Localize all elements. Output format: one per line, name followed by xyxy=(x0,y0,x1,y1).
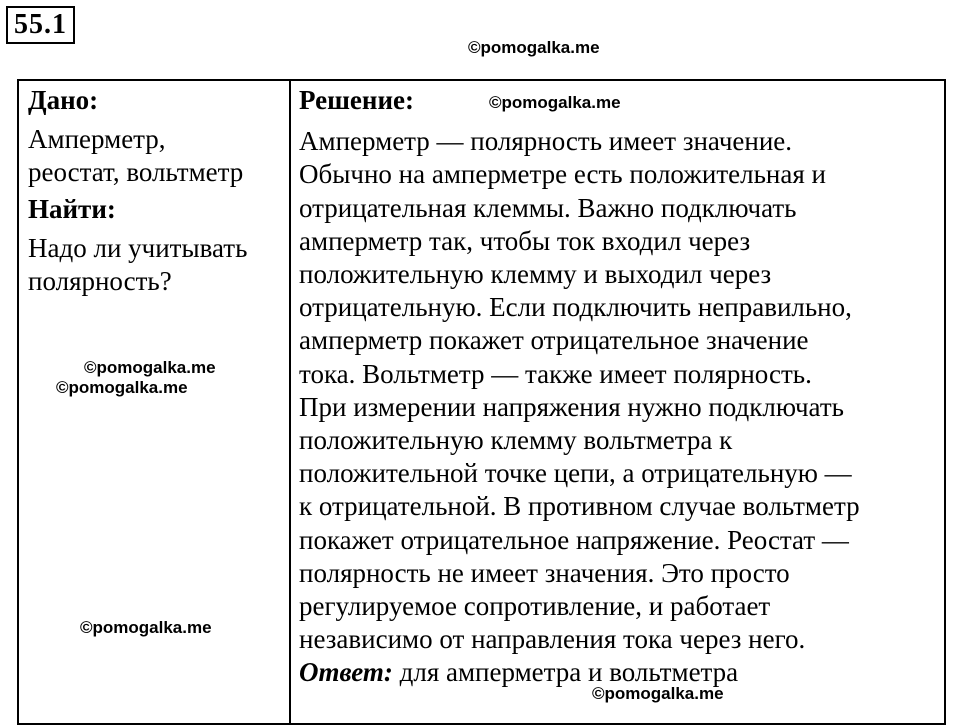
solution-line: регулируемое сопротивление, и работает xyxy=(299,591,771,622)
solution-line: тока. Вольтметр — также имеет полярность. xyxy=(299,358,812,389)
solution-line: отрицательную. Если подключить неправильно, xyxy=(299,292,852,323)
solution-line: полярность не имеет значения. Это просто xyxy=(299,557,790,588)
solution-line: положительную клемму и выходил через xyxy=(299,259,772,290)
given-line: реостат, вольтметр xyxy=(28,157,244,187)
solution-line: Обычно на амперметре есть положительная и xyxy=(299,159,826,190)
watermark-left-3: ©pomogalka.me xyxy=(80,618,212,637)
solution-line: положительной точке цепи, а отрицательную — xyxy=(299,458,852,489)
problem-number: 55.1 xyxy=(6,6,75,44)
watermark-left-2: ©pomogalka.me xyxy=(56,378,188,397)
watermark-right-bottom: ©pomogalka.me xyxy=(592,684,724,703)
find-line: Надо ли учитывать xyxy=(28,233,248,263)
solution-line: независимо от направления тока через него. xyxy=(299,624,806,655)
column-divider xyxy=(289,79,291,725)
given-heading: Дано: xyxy=(28,85,99,115)
watermark-top: ©pomogalka.me xyxy=(468,38,600,57)
watermark-left-1: ©pomogalka.me xyxy=(84,358,216,377)
solution-line: амперметр так, чтобы ток входил через xyxy=(299,225,751,256)
find-line: полярность? xyxy=(28,266,172,296)
find-heading: Найти: xyxy=(28,194,116,224)
solution-line: При измерении напряжения нужно подключать xyxy=(299,391,844,422)
solution-line: к отрицательной. В противном случае вольтметр xyxy=(299,491,860,522)
solution-column xyxy=(299,84,941,690)
solution-line: положительную клемму вольтметра к xyxy=(299,425,733,456)
solution-line: амперметр покажет отрицательное значение xyxy=(299,325,809,356)
answer-label: Ответ: xyxy=(299,657,393,688)
solution-line: отрицательная клеммы. Важно подключать xyxy=(299,192,797,223)
watermark-right-top: ©pomogalka.me xyxy=(489,93,621,112)
solution-line: покажет отрицательное напряжение. Реостат — xyxy=(299,524,849,555)
given-line: Амперметр, xyxy=(28,124,166,154)
given-column xyxy=(28,84,284,298)
answer-text: для амперметра и вольтметра xyxy=(392,657,739,688)
solution-heading: Решение: xyxy=(299,85,414,115)
solution-line: Амперметр — полярность имеет значение. xyxy=(299,126,793,157)
